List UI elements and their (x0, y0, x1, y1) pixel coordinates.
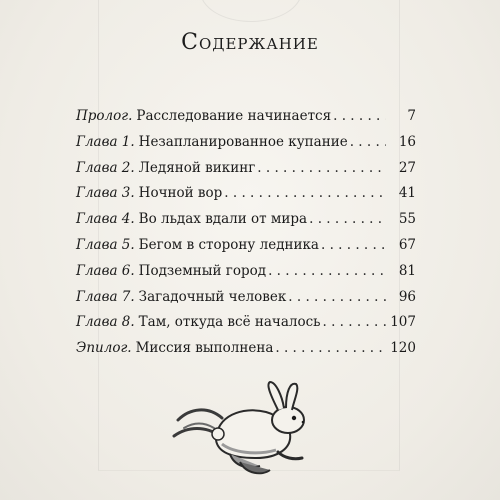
toc-leader-dots (268, 263, 386, 279)
toc-entry-title: Ледяной викинг (138, 159, 256, 176)
toc-entry-title: Ночной вор (138, 185, 223, 202)
toc-entry-chapter-3 (76, 185, 416, 211)
toc-entry-title: Загадочный человек (138, 288, 287, 305)
toc-leader-dots (224, 185, 386, 201)
toc-entry-title: Бегом в сторону ледника (138, 236, 319, 253)
toc-entry-title: Миссия выполнена (135, 340, 274, 357)
toc-entry-page: 107 (390, 314, 416, 331)
toc-entry-label: Глава 6. (76, 262, 135, 279)
toc-entry-chapter-4 (76, 211, 416, 237)
toc-entry-chapter-5 (76, 237, 416, 263)
toc-entry-label: Глава 2. (76, 159, 135, 176)
toc-entry-prologue (76, 108, 416, 134)
toc-entry-label: Глава 8. (76, 314, 135, 331)
toc-entry-label: Пролог. (76, 108, 133, 124)
toc-entry-title: Расследование начинается (136, 108, 332, 124)
toc-entry-epilogue (76, 340, 416, 366)
toc-entry-title: Незапланированное купание (138, 133, 348, 150)
page-title: Содержание (181, 30, 319, 55)
toc-entry-title: Подземный город (138, 262, 267, 279)
toc-leader-dots (309, 211, 386, 227)
toc-entry-page: 55 (398, 211, 416, 228)
toc-entry-label: Глава 3. (76, 185, 135, 202)
toc-entry-page: 41 (398, 185, 416, 202)
toc-entry-label: Глава 1. (76, 133, 135, 150)
toc-leader-dots (323, 314, 386, 330)
toc-leader-dots (333, 108, 386, 124)
toc-entry-page: 96 (398, 288, 416, 305)
toc-entry-page: 27 (398, 159, 416, 176)
toc-leader-dots (350, 134, 386, 150)
toc-entry-title: Во льдах вдали от мира (138, 211, 308, 228)
toc-entry-page: 81 (398, 262, 416, 279)
rabbit-illustration-icon (170, 378, 330, 478)
toc-entry-label: Глава 7. (76, 288, 135, 305)
toc-leader-dots (321, 237, 386, 253)
toc-entry-label: Глава 4. (76, 211, 135, 228)
table-of-contents (76, 108, 416, 366)
toc-entry-chapter-8 (76, 314, 416, 340)
toc-entry-page: 67 (398, 236, 416, 253)
toc-entry-label: Эпилог. (76, 340, 132, 357)
toc-entry-page: 7 (407, 108, 416, 124)
toc-entry-chapter-1 (76, 134, 416, 160)
toc-leader-dots (275, 340, 386, 356)
toc-entry-chapter-7 (76, 289, 416, 315)
toc-leader-dots (288, 289, 386, 305)
toc-entry-label: Глава 5. (76, 236, 135, 253)
toc-entry-chapter-2 (76, 160, 416, 186)
toc-entry-page: 16 (398, 133, 416, 150)
toc-leader-dots (257, 160, 386, 176)
toc-entry-chapter-6 (76, 263, 416, 289)
toc-entry-page: 120 (390, 340, 416, 357)
toc-entry-title: Там, откуда всё началось (138, 314, 321, 331)
